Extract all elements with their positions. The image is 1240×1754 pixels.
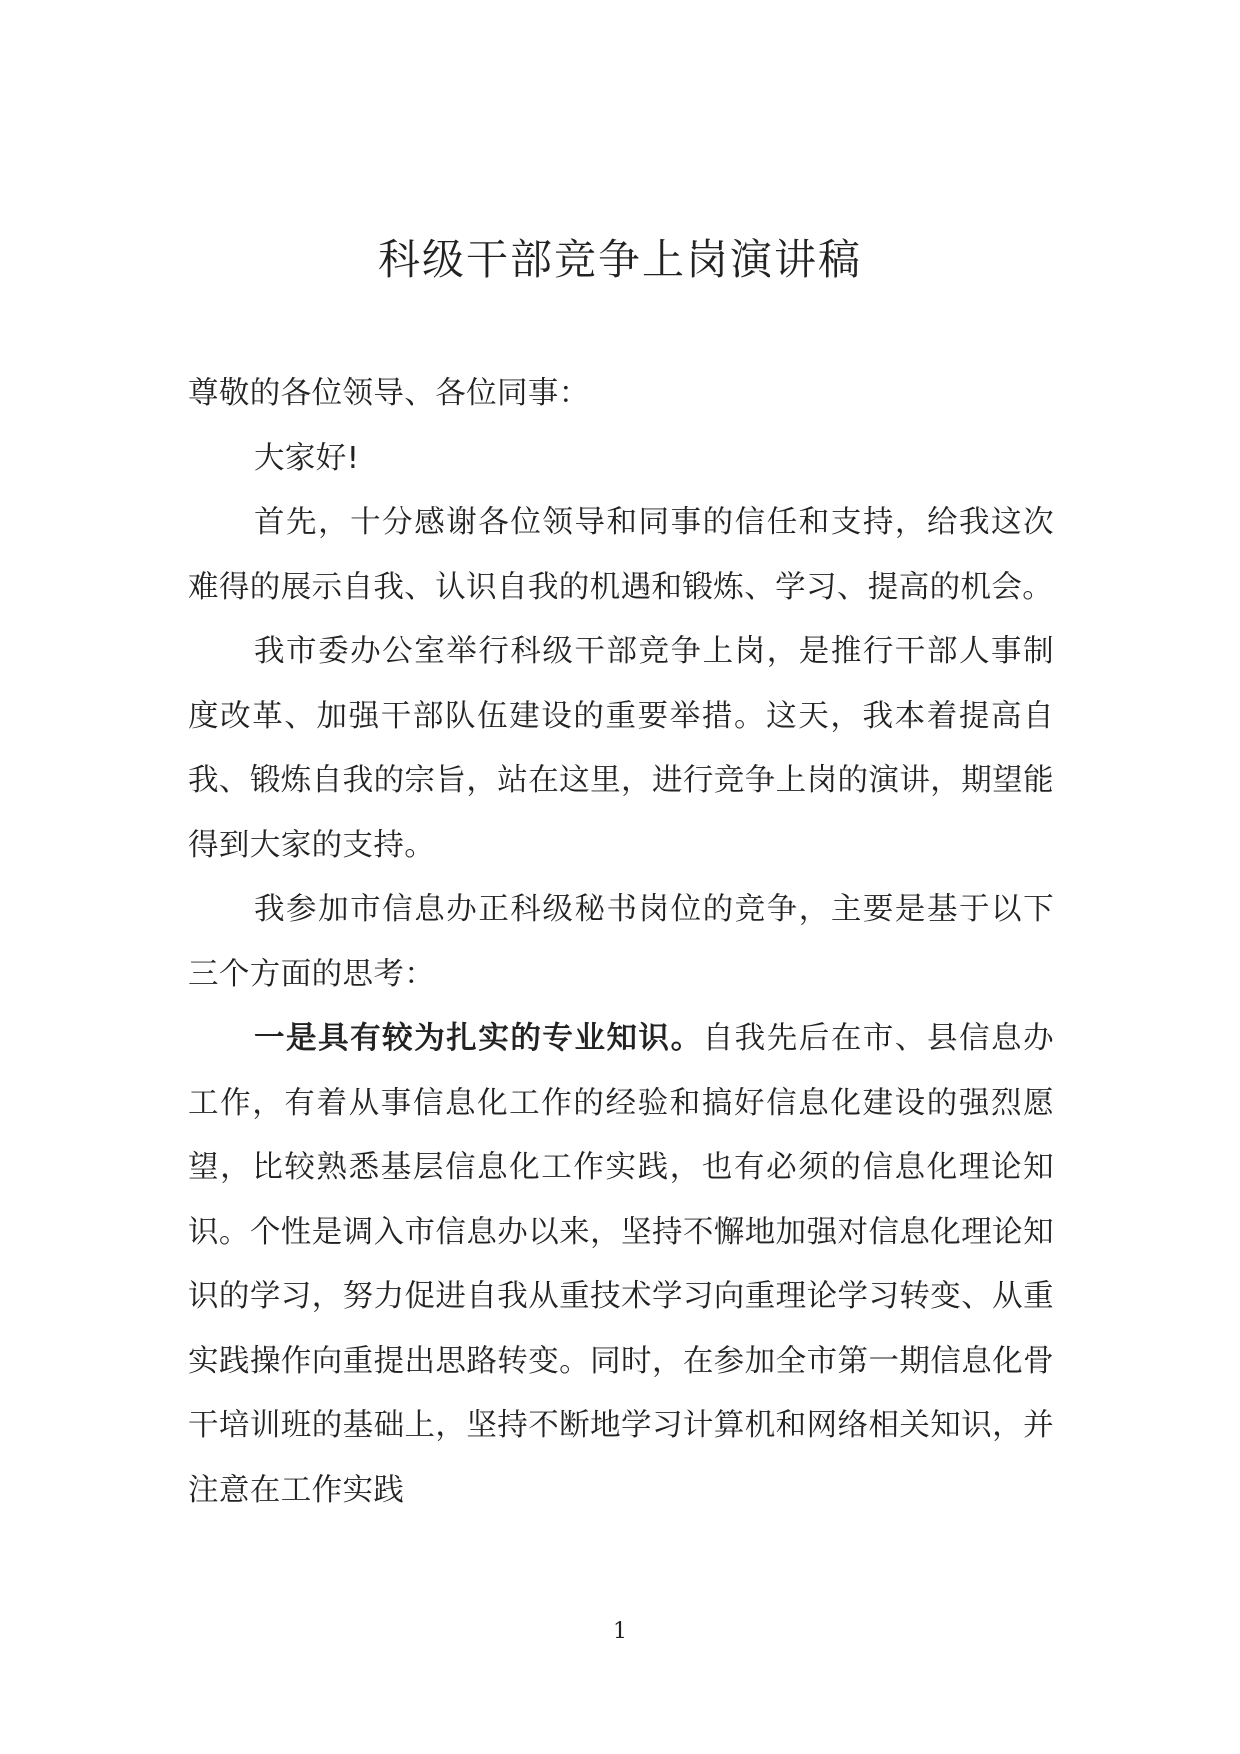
thanks-paragraph: 首先，十分感谢各位领导和同事的信任和支持，给我这次难得的展示自我、认识自我的机遇和锻炼、学习、提高的机会。	[188, 505, 1054, 605]
document-body	[188, 362, 1054, 1523]
point-one-heading: 一是具有较为扎实的专业知识。	[254, 1021, 703, 1056]
page-number: 1	[613, 1619, 627, 1644]
salutation: 尊敬的各位领导、各位同事：	[188, 376, 590, 411]
document-title: 科级干部竞争上岗演讲稿	[377, 235, 862, 284]
greeting-paragraph: 大家好!	[254, 440, 360, 476]
purpose-paragraph: 我市委办公室举行科级干部竞争上岗，是推行干部人事制度改革、加强干部队伍建设的重要举措。这天，我本着提高自我、锻炼自我的宗旨，站在这里，进行竞争上岗的演讲，期望能得到大家的支持。	[188, 634, 1054, 863]
reasons-intro-paragraph: 我参加市信息办正科级秘书岗位的竞争，主要是基于以下三个方面的思考：	[188, 892, 1054, 992]
point-one-paragraph	[188, 1007, 1054, 1523]
point-one-text: 自我先后在市、县信息办工作，有着从事信息化工作的经验和搞好信息化建设的强烈愿望，比较熟悉基层信息化工作实践，也有必须的信息化理论知识。个性是调入市信息办以来，坚持不懈地加强对信息化理论知识的学习，努力促进自我从重技术学习向重理论学习转变、从重实践操作向重提出思路转变。同时，在参加全市第一期信息化骨干培训班的基础上，坚持不断地学习计算机和网络相关知识，并注意在工作实践	[188, 1021, 1054, 1508]
